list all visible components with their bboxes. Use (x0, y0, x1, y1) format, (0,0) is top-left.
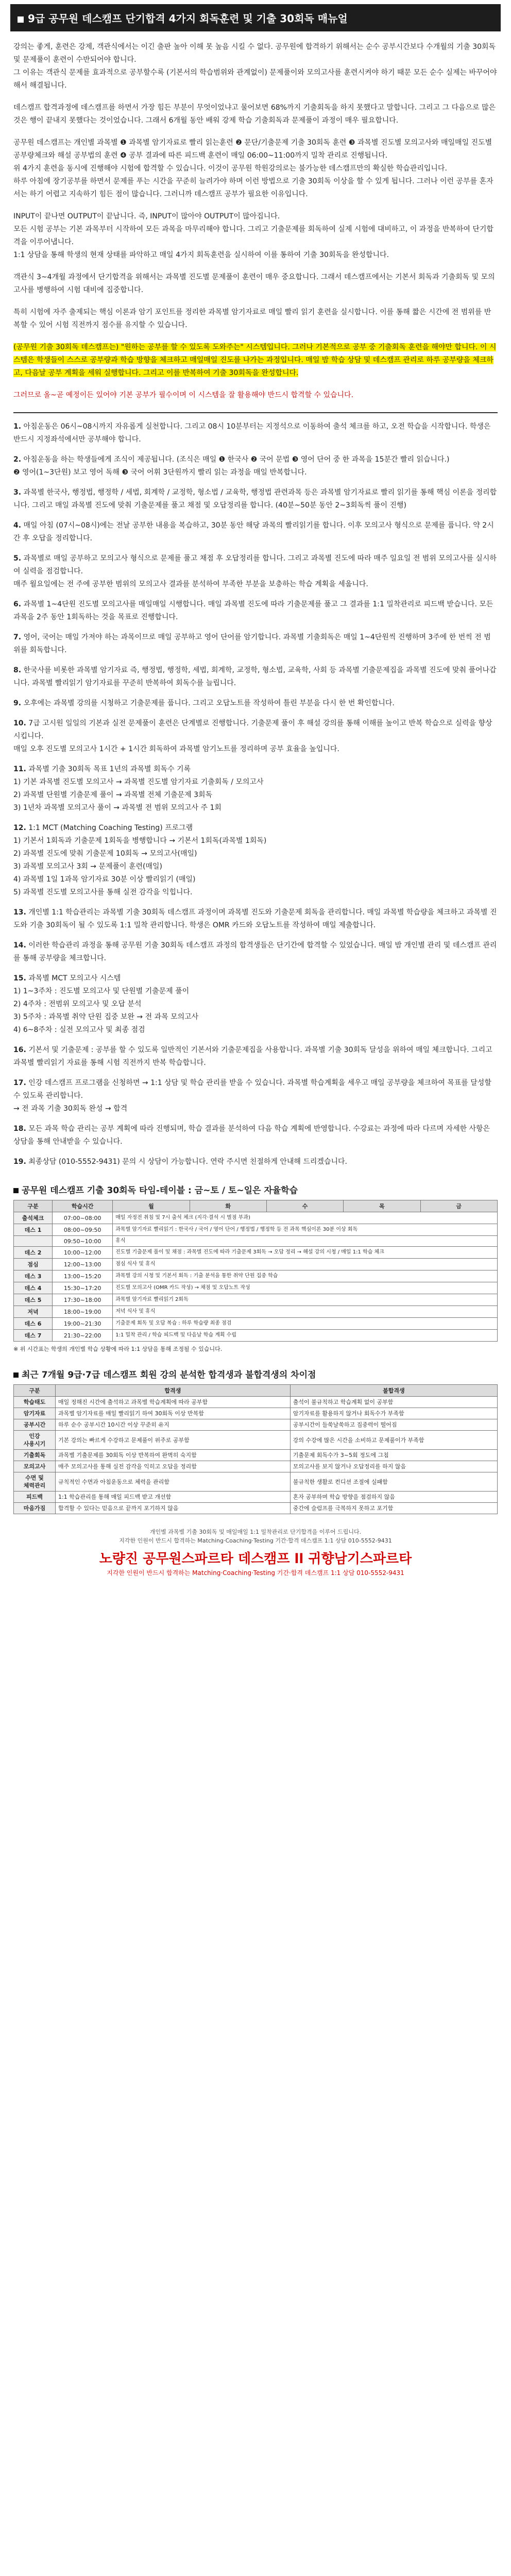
schedule-day-cell: 데스 1 (14, 1224, 53, 1236)
schedule-time-cell: 21:30~22:00 (53, 1330, 113, 1342)
schedule-day-cell: 저녁 (14, 1306, 53, 1318)
schedule-time-cell: 07:00~08:00 (53, 1212, 113, 1224)
schedule-table (13, 1200, 498, 1342)
footer-contact: 지각한 인원이 반드시 합격하는 Matching·Coaching·Testing 기간·합격 데스캠프 1:1 상담 010-5552-9431 (107, 1569, 404, 1577)
square-bullet-icon (18, 16, 24, 23)
section-number: 19. (13, 1158, 26, 1166)
table-row (14, 1259, 498, 1270)
section-text: 인강 데스캠프 프로그램을 신청하면 → 1:1 상담 및 학습 관리를 받을 수 있습니다. 과목별 학습계획을 세우고 매일 공부량을 체크하여 목표를 달성할 수 있도록 관리합니다. → 전 과목 기출 30회독 완성 → 합격 (13, 1079, 491, 1113)
schedule-content-cell: 진도별 모의고사 (OMR 카드 작성) → 채점 및 오답노트 작성 (113, 1282, 498, 1294)
schedule-content-cell: 매일 자정전 취침 및 7시 출석 체크 (지각·결석 시 벌점 부과) (113, 1212, 498, 1224)
square-bullet-icon (13, 1372, 19, 1378)
section-number: 12. (13, 824, 26, 832)
schedule-note: ※ 위 시간표는 학생의 개인별 학습 상황에 따라 1:1 상담을 통해 조정될 수 있습니다. (13, 1346, 223, 1352)
intro-paragraph: INPUT이 끝나면 OUTPUT이 끝납니다. 즉, INPUT이 많아야 OUTPUT이 많아집니다. 모든 시험 공부는 기본 과목부터 시작하여 모든 과목을 마무리해야 합니다. 그리고 기출문제를 회독하여 실제 시험에 대비하고, 이 과정을 반복하여 단기합격을 이루어냅니다. 1:1 상담을 통해 학생의 현재 상태를 파악하고 매일 4가지 회독훈련을 실시하여 이를 통하여 기출 30회독을 완성합니다. (13, 212, 493, 259)
section-number: 4. (13, 521, 22, 530)
section-item (13, 1044, 498, 1070)
compare-fail-cell: 중간에 슬럼프를 극복하지 못하고 포기함 (290, 1503, 497, 1514)
section-item (13, 697, 498, 710)
schedule-content-cell: 점심 식사 및 휴식 (113, 1259, 498, 1270)
section-text: 과목별 1~4단원 진도별 모의고사를 매일매일 시행합니다. 매일 과목별 진도에 따라 기출문제를 풀고 그 결과를 1:1 밀착관리로 피드백 받습니다. 모든 과목을 2주 동안 1회독하는 것을 목표로 진행합니다. (13, 600, 493, 621)
schedule-time-cell: 08:00~09:50 (53, 1224, 113, 1236)
section-text: 과목별 MCT 모의고사 시스템 1) 1~3주차 : 진도별 모의고사 및 단원별 기출문제 풀이 2) 4주차 : 전범위 모의고사 및 오답 분석 3) 5주차 : 과목별 취약 단원 집중 보완 → 전 과목 모의고사 4) 6~8주차 : 실전 모의고사 및 최종 점검 (13, 974, 199, 1034)
section-text: 영어, 국어는 매일 가져야 하는 과목이므로 매일 공부하고 영어 단어를 암기합니다. 과목별 기출회독은 매일 1~4단원씩 진행하며 3주에 한 번씩 전 범위를 회독합니다. (13, 633, 491, 654)
schedule-content-cell: 과목별 암기자료 빨리읽기 : 한국사 / 국어 / 영어 단어 / 행정법 / 행정학 등 전 과목 핵심이론 30분 이상 회독 (113, 1224, 498, 1236)
section-number: 6. (13, 600, 22, 608)
section-item (13, 1123, 498, 1148)
compare-pass-cell: 매주 모의고사를 통해 실전 감각을 익히고 오답을 정리함 (55, 1461, 290, 1472)
section-text: 1:1 MCT (Matching Coaching Testing) 프로그램 1) 기본서 1회독과 기출문제 1회독을 병행합니다 → 기본서 1회독(과목별 1회독) 2) 과목별 진도에 맞춰 기출문제 10회독 → 모의고사(매일) 3) 과목별 모의고사 3회 → 문제풀이 훈련(매일) 4) 과목별 1일 1과목 암기자료 30분 이상 빨리읽기 (매일) 5) 과목별 진도별 모의고사를 통해 실전 감각을 익힙니다. (13, 824, 267, 896)
schedule-time-cell: 15:30~17:20 (53, 1282, 113, 1294)
intro-paragraph: 공무원 데스캠프는 개인별 과목별 ❶ 과목별 암기자료로 빨리 읽는훈련 ❷ 문단/기출문제 기출 30회독 훈련 ❸ 과목별 진도별 모의고사와 매일매일 진도별 공부량체크와 해설 공부법의 훈련 ❹ 공부 결과에 따른 피드백 훈련이 매일 06:00~11:00까지 밀착 관리로 진행됩니다. 위 4가지 훈련을 동시에 진행해야 시험에 합격할 수 있습니다. 이것이 공무원 학원강의로는 불가능한 데스캠프만의 확실한 학습관리입니다. 하루 아침에 장기공부를 하면서 문제를 푸는 시간을 꾸준히 늘려가야 하며 이런 방법으로 기출 30회독 이상을 할 수 있게 됩니다. 그러나 이런 공부를 혼자서는 하기 어렵고 지속하기 힘든 점이 많습니다. 그러니까 데스캠프 공부가 필요한 이유입니다. (13, 139, 493, 198)
compare-pass-cell: 하루 순수 공부시간 10시간 이상 꾸준히 유지 (55, 1419, 290, 1431)
compare-fail-cell: 강의 수강에 많은 시간을 소비하고 문제풀이가 부족함 (290, 1431, 497, 1450)
intro-paragraph: 객관식 3~4개월 과정에서 단기합격을 위해서는 과목별 진도별 문제풀이 훈련이 매우 중요합니다. 그래서 데스캠프에서는 기본서 회독과 기출회독 및 모의고사를 병행하여 시험 대비에 집중합니다. (13, 273, 495, 294)
compare-pass-cell: 매일 정해진 시간에 출석하고 과목별 학습계획에 따라 공부함 (55, 1397, 290, 1408)
table-header-row (14, 1385, 498, 1397)
section-item (13, 822, 498, 899)
section-item (13, 552, 498, 591)
section-item (13, 1077, 498, 1115)
schedule-time-cell: 17:30~18:00 (53, 1294, 113, 1306)
section-item (13, 453, 498, 479)
compare-fail-cell: 기출문제 회독수가 3~5회 정도에 그침 (290, 1450, 497, 1461)
schedule-day-cell: 데스 6 (14, 1318, 53, 1330)
section-number: 3. (13, 488, 22, 497)
section-item (13, 631, 498, 657)
compare-fail-cell: 모의고사를 보지 않거나 오답정리를 하지 않음 (290, 1461, 497, 1472)
table-header-cell: 구분 (14, 1385, 56, 1397)
table-header-cell: 합격생 (55, 1385, 290, 1397)
intro-paragraph: 강의는 좋게, 훈련은 강제, 객관식에서는 이긴 출판 높아 이해 못 높음 시킬 수 없다. 공무원에 합격하기 위해서는 순수 공부시간보다 수개월의 기출 30회독 및 문제풀이 훈련이 수반되어야 합니다. 그 이유는 객관식 문제를 효과적으로 공부할수록 (기본서의 학습범위와 관계없이) 문제풀이와 모의고사를 훈련시켜야 하기 때문 모든 순수 실제는 바꾸어야 해서 해결됩니다. (13, 43, 497, 90)
schedule-day-cell: 데스 5 (14, 1294, 53, 1306)
compare-category-cell: 마음가짐 (14, 1503, 56, 1514)
schedule-day-cell: 점심 (14, 1259, 53, 1270)
section-number: 14. (13, 941, 26, 950)
section-text: 과목별 기출 30회독 목표 1년의 과목별 회독수 기록 1) 기본 과목별 진도별 모의고사 → 과목별 진도별 암기자료 기출회독 / 모의고사 2) 과목별 단원별 기출문제 풀이 → 과목별 전체 기출문제 3회독 3) 1년차 과목별 모의고사 풀이 → 과목별 전 범위 모의고사 주 1회 (13, 765, 264, 812)
section-item (13, 664, 498, 690)
section-item (13, 763, 498, 815)
compare-category-cell: 수면 및 체력관리 (14, 1472, 56, 1492)
section-number: 7. (13, 633, 22, 641)
section-text: 과목별 한국사, 행정법, 행정학 / 세법, 회계학 / 교정학, 형소법 / 교육학, 행정법 관련과목 등은 과목별 암기자료로 빨리 읽기를 통해 핵심 이론을 정리합니다. 그리고 매일 과목별 진도에 맞춰 기출문제를 풀고 채점 및 오답정리를 합니다. (40분~50분 동안 2~3회독씩 풀이 진행) (13, 488, 497, 510)
compare-category-cell: 공부시간 (14, 1419, 56, 1431)
compare-category-cell: 피드백 (14, 1492, 56, 1503)
section-number: 2. (13, 455, 22, 464)
section-item (13, 972, 498, 1037)
section-number: 18. (13, 1125, 26, 1133)
schedule-content-cell: 저녁 식사 및 휴식 (113, 1306, 498, 1318)
table-header-cell: 월 (113, 1200, 190, 1212)
section-number: 16. (13, 1046, 26, 1054)
table-row (14, 1472, 498, 1492)
section-text: 개인별 1:1 학습관리는 과목별 기출 30회독 데스캠프 과정이며 과목별 진도와 기출문제 회독을 관리합니다. 매일 과목별 학습량을 체크하고 과목별 진도와 기출 30회독이 될 수 있도록 1:1 밀착 관리합니다. 학생은 OMR 카드와 오답노트를 작성하여 매일 제출합니다. (13, 908, 497, 929)
section-text: 아침운동을 하는 학생들에게 조식이 제공됩니다. (조식은 매일 ❶ 한국사 ❷ 국어 문법 ❸ 영어 단어 중 한 과목을 15분간 빨리 읽습니다.) ❷ 영어(1~3단원) 보고 영어 독해 ❸ 국어 어휘 3단원까지 빨리 읽는 과정을 매일 반복합니다. (13, 455, 450, 477)
table-header-cell: 학습시간 (53, 1200, 113, 1212)
section-text: 최종상담 (010-5552-9431) 문의 시 상담이 가능합니다. 연락 주시면 친절하게 안내해 드리겠습니다. (28, 1158, 347, 1166)
table-header-cell: 수 (266, 1200, 343, 1212)
table-row (14, 1247, 498, 1259)
table-row (14, 1397, 498, 1408)
page-title: 9급 공무원 데스캠프 단기합격 4가지 회독훈련 및 기출 30회독 매뉴얼 (28, 12, 348, 25)
table-row (14, 1270, 498, 1282)
section-item (13, 717, 498, 756)
compare-fail-cell: 출석이 불규칙하고 학습계획 없이 공부함 (290, 1397, 497, 1408)
schedule-content-cell: 과목별 암기자료 빨리읽기 2회독 (113, 1294, 498, 1306)
section-item (13, 906, 498, 932)
table-header-cell: 화 (190, 1200, 266, 1212)
red-note: 그러므로 올~곧 예정이든 있어야 기본 공부가 필수이며 이 시스템을 잘 활용해야 반드시 합격할 수 있습니다. (13, 391, 354, 399)
section-number: 1. (13, 422, 22, 431)
section-number: 17. (13, 1079, 26, 1087)
table-row (14, 1212, 498, 1224)
intro-paragraph: 데스캠프 합격과정에 데스캠프를 하면서 가장 힘든 부분이 무엇이었냐고 물어보면 68%까지 기출회독을 하지 못했다고 말합니다. 그리고 그 다음으로 많은 것은 행이 끝내지 못했다는 것이었습니다. 그래서 6개월 동안 배워 강제 학습 기출회독과 문제풀이 과정이 매우 필요합니다. (13, 104, 496, 125)
footer-subtext: 개인별 과목별 기출 30회독 및 매일매일 1:1 밀착관리로 단기합격을 이루어 드립니다. 지각한 인원이 반드시 합격하는 Matching·Coaching·Testing 기간·합격 데스캠프 1:1 상담 010-5552-9431 (119, 1529, 392, 1544)
schedule-time-cell: 13:00~15:20 (53, 1270, 113, 1282)
table-header-row (14, 1200, 498, 1212)
highlight-paragraph (13, 341, 498, 380)
section-item (13, 486, 498, 512)
footer (13, 1528, 498, 1577)
section-number: 9. (13, 699, 22, 707)
compare-category-cell: 암기자료 (14, 1408, 56, 1419)
table-row (14, 1503, 498, 1514)
schedule-title: 공무원 데스캠프 기출 30회독 타임-테이블 : 금~토 / 토~일은 자율학습 (13, 1183, 498, 1196)
compare-pass-cell: 합격할 수 있다는 믿음으로 끝까지 포기하지 않음 (55, 1503, 290, 1514)
schedule-time-cell: 18:00~19:00 (53, 1306, 113, 1318)
compare-category-cell: 인강 사용시기 (14, 1431, 56, 1450)
compare-pass-cell: 1:1 학습관리를 통해 매일 피드백 받고 개선함 (55, 1492, 290, 1503)
schedule-day-cell: 출석체크 (14, 1212, 53, 1224)
compare-fail-cell: 혼자 공부하며 학습 방향을 점검하지 않음 (290, 1492, 497, 1503)
page (10, 0, 501, 1577)
compare-category-cell: 기출회독 (14, 1450, 56, 1461)
section-item (13, 939, 498, 965)
square-bullet-icon (13, 1188, 19, 1193)
section-number: 15. (13, 974, 26, 982)
table-row (14, 1408, 498, 1419)
compare-pass-cell: 규칙적인 수면과 아침운동으로 체력을 관리함 (55, 1472, 290, 1492)
schedule-content-cell: 기출문제 회독 및 오답 복습 : 하루 학습량 최종 점검 (113, 1318, 498, 1330)
compare-fail-cell: 공부시간이 들쑥날쑥하고 집중력이 떨어짐 (290, 1419, 497, 1431)
section-number: 5. (13, 554, 22, 563)
table-header-cell: 목 (344, 1200, 420, 1212)
compare-pass-cell: 과목별 기출문제를 30회독 이상 반복하여 완벽히 숙지함 (55, 1450, 290, 1461)
compare-category-cell: 학습태도 (14, 1397, 56, 1408)
compare-table (13, 1384, 498, 1514)
section-item (13, 519, 498, 545)
table-row (14, 1492, 498, 1503)
section-text: 과목별로 매일 공부하고 모의고사 형식으로 문제를 풀고 채점 후 오답정리를 합니다. 그리고 과목별 진도에 따라 매주 일요일 전 범위 모의고사를 실시하여 실력을 점검합니다. 매주 월요일에는 전 주에 공부한 범위의 모의고사 결과를 분석하여 부족한 부분을 보충하는 학습 계획을 세웁니다. (13, 554, 497, 588)
footer-brand: 노량진 공무원스파르타 데스캠프 ll 귀향남기스파르타 (99, 1551, 412, 1567)
section-text: 아침운동은 06시~08시까지 자유롭게 실천합니다. 그리고 08시 10분부터는 지정석으로 이동하여 출석 체크를 하고, 오전 학습을 시작합니다. 학생은 반드시 지정좌석에서만 공부해야 합니다. (13, 422, 491, 444)
table-row (14, 1236, 498, 1247)
section-number: 8. (13, 666, 22, 674)
intro-paragraph: 특히 시험에 자주 출제되는 핵심 이론과 암기 포인트를 정리한 과목별 암기자료로 매일 빨리 읽기 훈련을 실시합니다. 이를 통해 짧은 시간에 전 범위를 반복할 수 있어 시험 직전까지 점수를 유지할 수 있습니다. (13, 308, 491, 329)
compare-pass-cell: 기본 강의는 빠르게 수강하고 문제풀이 위주로 공부함 (55, 1431, 290, 1450)
section-number: 13. (13, 908, 26, 917)
section-text: 7급 고시원 일일의 기본과 실전 문제풀이 훈련은 단계별로 진행합니다. 기출문제 풀이 후 해설 강의를 통해 이해를 높이고 반복 학습으로 실력을 향상시킵니다. 매일 오후 진도별 모의고사 1시간 + 1시간 회독하여 과목별 암기노트를 정리하며 공부 효율을 높입니다. (13, 719, 492, 753)
schedule-day-cell: 데스 7 (14, 1330, 53, 1342)
table-row (14, 1461, 498, 1472)
schedule-day-cell: 데스 3 (14, 1270, 53, 1282)
section-text: 기본서 및 기출문제 : 공부를 할 수 있도록 일반적인 기본서와 기출문제집을 사용합니다. 과목별 기출 30회독 달성을 위하여 매일 체크합니다. 그리고 과목별 빨리읽기 자료를 통해 시험 직전까지 반복 학습합니다. (13, 1046, 492, 1067)
table-row (14, 1224, 498, 1236)
schedule-time-cell: 10:00~12:00 (53, 1247, 113, 1259)
schedule-day-cell: 데스 4 (14, 1282, 53, 1294)
section-number: 10. (13, 719, 26, 727)
compare-fail-cell: 암기자료를 활용하지 않거나 회독수가 부족함 (290, 1408, 497, 1419)
schedule-time-cell: 12:00~13:00 (53, 1259, 113, 1270)
table-row (14, 1419, 498, 1431)
schedule-time-cell: 09:50~10:00 (53, 1236, 113, 1247)
table-header-cell: 금 (420, 1200, 498, 1212)
table-row (14, 1306, 498, 1318)
table-header-cell: 구분 (14, 1200, 53, 1212)
table-row (14, 1318, 498, 1330)
section-item (13, 1156, 498, 1168)
section-text: 이러한 학습관리 과정을 통해 공무원 기출 30회독 데스캠프 과정의 합격생들은 단기간에 합격할 수 있었습니다. 매일 밤 개인별 관리 및 데스캠프 관리를 통해 공부량을 체크합니다. (13, 941, 497, 962)
section-text: 오후에는 과목별 강의를 시청하고 기출문제를 풉니다. 그리고 오답노트를 작성하여 틀린 부분을 다시 한 번 확인합니다. (23, 699, 395, 707)
section-text: 한국사를 비롯한 과목별 암기자료 즉, 행정법, 행정학, 세법, 회계학, 교정학, 형소법, 교육학, 사회 등 과목별 기출문제집을 과목별 진도에 맞춰 풀어나갑니다. 과목별 빨리읽기 암기자료를 꾸준히 반복하여 회독수를 늘립니다. (13, 666, 497, 687)
section-text: 매일 아침 (07시~08시)에는 전날 공부한 내용을 복습하고, 30분 동안 해당 과목의 빨리읽기를 합니다. 이후 모의고사 형식으로 문제를 풉니다. 약 2시간 후 오답을 정리합니다. (13, 521, 494, 543)
table-row (14, 1330, 498, 1342)
table-row (14, 1450, 498, 1461)
table-row (14, 1431, 498, 1450)
section-text: 모든 과목 학습 관리는 공부 계획에 따라 진행되며, 학습 결과를 분석하여 다음 학습 계획에 반영합니다. 수강료는 과정에 따라 다르며 자세한 사항은 상담을 통해 안내받을 수 있습니다. (13, 1125, 490, 1146)
schedule-content-cell: 과목별 강의 시청 및 기본서 회독 : 기출 분석을 통한 취약 단원 집중 학습 (113, 1270, 498, 1282)
divider (13, 412, 498, 413)
title-bar (10, 4, 501, 31)
compare-category-cell: 모의고사 (14, 1461, 56, 1472)
highlight-text: (공무원 기출 30회독 데스캠프는) "원하는 공부를 할 수 있도록 도와주는" 시스템입니다. 그러나 기본적으로 공부 중 기출회독 훈련을 해야만 합니다. 이 시스템은 학생들이 스스로 공부량과 학습 방향을 체크하고 매일매일 진도를 나가는 과정입니다. 매일 밤 학습 상담 및 데스캠프 관리로 하루 공부량을 체크하고, 다음날 공부 계획을 세워 실행합니다. 그리고 이를 반복하여 기출 30회독을 완성합니다. (13, 343, 497, 377)
numbered-sections (10, 420, 501, 1168)
compare-title: 최근 7개월 9급·7급 데스캠프 회원 강의 분석한 합격생과 불합격생의 차이점 (13, 1367, 498, 1380)
table-row (14, 1294, 498, 1306)
schedule-time-cell: 19:00~21:30 (53, 1318, 113, 1330)
section-number: 11. (13, 765, 26, 773)
table-header-cell: 불합격생 (290, 1385, 497, 1397)
section-item (13, 598, 498, 624)
table-row (14, 1282, 498, 1294)
schedule-content-cell: 1:1 밀착 관리 / 학습 피드백 및 다음날 학습 계획 수립 (113, 1330, 498, 1342)
compare-pass-cell: 과목별 암기자료를 매일 빨리읽기 하여 30회독 이상 반복함 (55, 1408, 290, 1419)
schedule-day-cell: 데스 2 (14, 1247, 53, 1259)
compare-fail-cell: 불규칙한 생활로 컨디션 조절에 실패함 (290, 1472, 497, 1492)
schedule-day-cell (14, 1236, 53, 1247)
schedule-content-cell: 진도별 기출문제 풀이 및 채점 : 과목별 진도에 따라 기출문제 3회독 → 오답 정리 → 해설 강의 시청 / 매일 1:1 학습 체크 (113, 1247, 498, 1259)
section-item (13, 420, 498, 446)
schedule-content-cell: 휴식 (113, 1236, 498, 1247)
